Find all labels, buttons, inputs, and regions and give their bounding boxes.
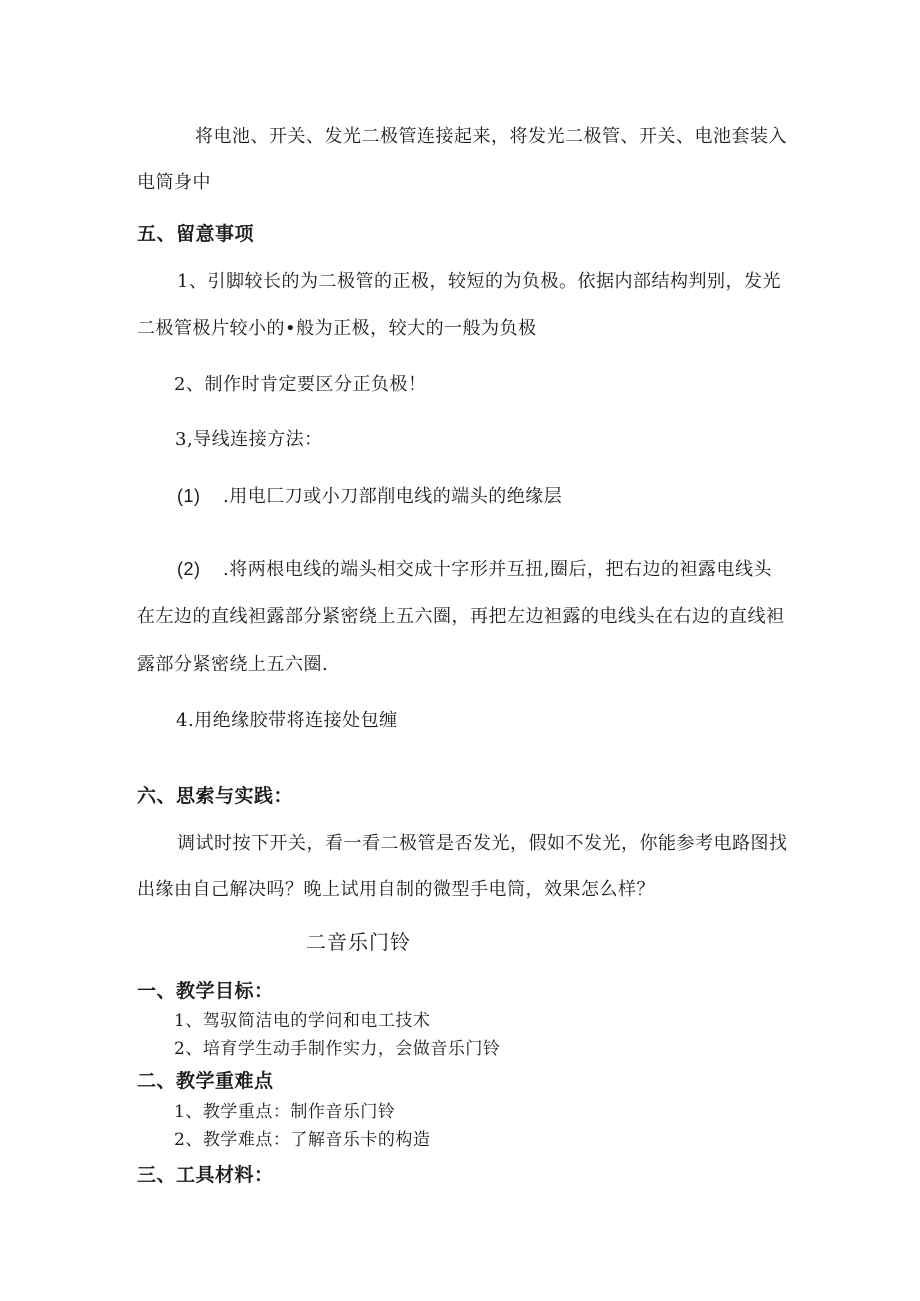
note-1-line-2: 二极管极片较小的•般为正极，较大的一般为负极 (137, 318, 537, 339)
intro-line-1: 将电池、开关、发光二极管连接起来，将发光二极管、开关、电池套装入 (195, 126, 787, 147)
wire-step-2-line-2: 在左边的直线袒露部分紧密绕上五六圈，再把左边袒露的电线头在右边的直线袒 (137, 606, 785, 627)
wire-step-2-line-3: 露部分紧密绕上五六圈. (137, 654, 329, 675)
lesson-title: 二音乐门铃 (306, 930, 411, 954)
key-point-2: 2、教学难点：了解音乐卡的构造 (174, 1130, 431, 1150)
key-points-heading: 二、教学重难点 (137, 1070, 274, 1092)
wire-step-2-number: (2) (177, 559, 201, 579)
goal-1: 1、驾驭简洁电的学问和电工技术 (174, 1011, 431, 1031)
intro-line-2: 电筒身中 (137, 172, 211, 193)
note-1-line-1: 1、引脚较长的为二极管的正极，较短的为负极。依据内部结构判别，发光 (177, 271, 781, 292)
practice-line-1: 调试时按下开关，看一看二极管是否发光，假如不发光，你能参考电路图找 (177, 833, 788, 854)
note-2: 2、制作时肯定要区分正负极！ (174, 374, 427, 395)
section-5-heading: 五、留意事项 (137, 223, 255, 245)
wire-step-2-line-1 (177, 557, 772, 582)
goals-heading: 一、教学目标： (137, 980, 274, 1002)
key-point-1: 1、教学重点：制作音乐门铃 (174, 1102, 396, 1122)
practice-line-2: 出缘由自己解决吗？晚上试用自制的微型手电筒，效果怎么样？ (137, 879, 655, 900)
section-6-heading: 六、思索与实践： (137, 785, 294, 807)
wire-step-2-text: .将两根电线的端头相交成十字形并互扭,圈后，把右边的袒露电线头 (223, 559, 772, 580)
tools-heading: 三、工具材料： (137, 1164, 274, 1186)
wire-step-1-number: (1) (177, 486, 201, 506)
goal-2: 2、培育学生动手制作实力，会做音乐门铃 (174, 1039, 501, 1059)
note-4: 4.用绝缘胶带将连接处包缠 (176, 710, 398, 731)
wire-step-1-text: .用电匚刀或小刀部削电线的端头的绝缘层 (223, 486, 563, 507)
wire-step-1 (177, 484, 562, 509)
note-3: 3,导线连接方法： (175, 429, 323, 450)
